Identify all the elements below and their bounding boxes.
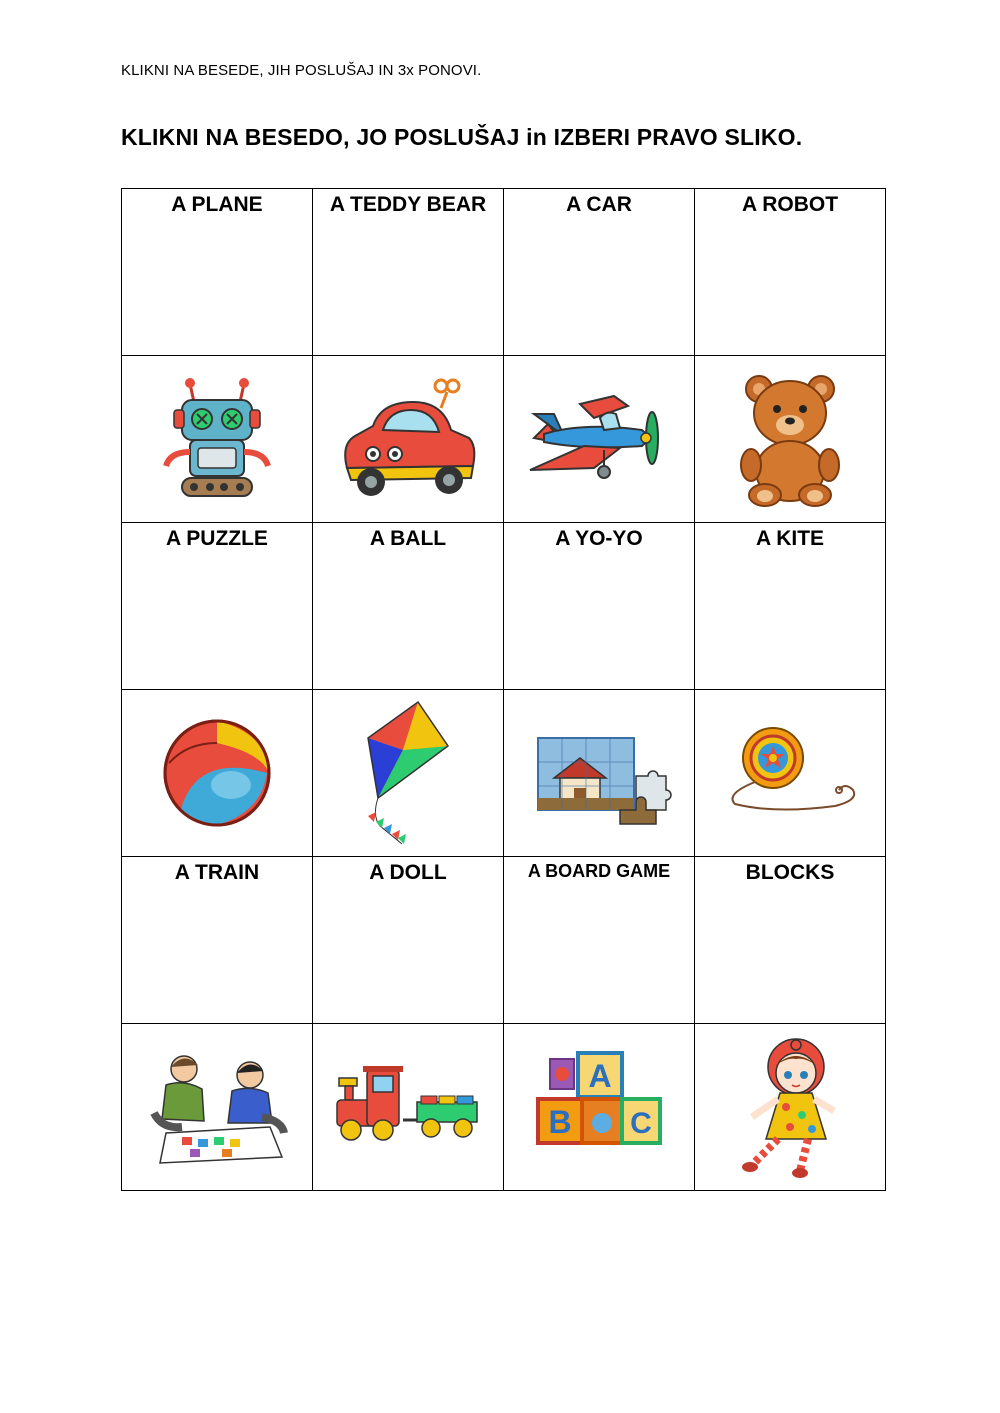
picture-ball[interactable] [122, 690, 312, 856]
train-icon [333, 1062, 483, 1152]
matching-grid [121, 188, 886, 1191]
board-game-icon [142, 1047, 292, 1167]
robot-icon [152, 374, 282, 504]
word-cell [313, 189, 504, 356]
picture-cell [695, 356, 886, 523]
picture-cell [695, 690, 886, 857]
yo-yo-icon [715, 718, 865, 828]
picture-row [122, 690, 886, 857]
word-ball[interactable]: A BALL [369, 527, 447, 550]
picture-cell [122, 356, 313, 523]
picture-row [122, 1024, 886, 1191]
plane-icon [524, 384, 674, 494]
picture-cell [313, 690, 504, 857]
instruction-subtitle: KLIKNI NA BESEDE, JIH POSLUŠAJ IN 3x PONOVI. [121, 62, 482, 79]
word-car[interactable]: A CAR [566, 193, 632, 216]
kite-icon [358, 698, 458, 848]
car-icon [333, 374, 483, 504]
picture-cell [504, 356, 695, 523]
word-cell [695, 189, 886, 356]
word-cell [313, 857, 504, 1024]
word-row [122, 523, 886, 690]
doll-icon [730, 1035, 850, 1180]
picture-row [122, 356, 886, 523]
blocks-icon [534, 1047, 664, 1167]
word-cell [122, 189, 313, 356]
picture-doll[interactable] [695, 1024, 885, 1190]
picture-blocks[interactable] [504, 1024, 694, 1190]
word-cell [504, 523, 695, 690]
picture-puzzle[interactable] [504, 690, 694, 856]
picture-plane[interactable] [504, 356, 694, 522]
word-board-game[interactable]: A BOARD GAME [527, 861, 671, 881]
word-cell [122, 857, 313, 1024]
block-letter-c: C [630, 1107, 652, 1140]
word-robot[interactable]: A ROBOT [741, 193, 839, 216]
picture-board-game[interactable] [122, 1024, 312, 1190]
word-cell [504, 857, 695, 1024]
word-row [122, 857, 886, 1024]
ball-icon [157, 713, 277, 833]
word-kite[interactable]: A KITE [755, 527, 825, 550]
word-yo-yo[interactable]: A YO-YO [555, 527, 643, 550]
picture-robot[interactable] [122, 356, 312, 522]
teddy-bear-icon [735, 369, 845, 509]
picture-yo-yo[interactable] [695, 690, 885, 856]
picture-cell [313, 356, 504, 523]
word-plane[interactable]: A PLANE [171, 193, 263, 216]
picture-teddy-bear[interactable] [695, 356, 885, 522]
page-title: KLIKNI NA BESEDO, JO POSLUŠAJ in IZBERI PRAVO SLIKO. [121, 124, 803, 150]
picture-cell [122, 1024, 313, 1191]
puzzle-icon [524, 718, 674, 828]
word-row [122, 189, 886, 356]
word-doll[interactable]: A DOLL [369, 861, 447, 884]
word-cell [695, 523, 886, 690]
word-blocks[interactable]: BLOCKS [745, 861, 835, 884]
picture-train[interactable] [313, 1024, 503, 1190]
picture-cell [504, 690, 695, 857]
picture-cell [122, 690, 313, 857]
word-teddy-bear[interactable]: A TEDDY BEAR [329, 193, 487, 216]
block-letter-a: A [588, 1058, 612, 1094]
picture-kite[interactable] [313, 690, 503, 856]
word-cell [313, 523, 504, 690]
word-puzzle[interactable]: A PUZZLE [166, 527, 268, 550]
picture-cell [695, 1024, 886, 1191]
word-train[interactable]: A TRAIN [174, 861, 260, 884]
picture-cell [313, 1024, 504, 1191]
picture-car[interactable] [313, 356, 503, 522]
picture-cell [504, 1024, 695, 1191]
word-cell [504, 189, 695, 356]
word-cell [122, 523, 313, 690]
word-cell [695, 857, 886, 1024]
block-letter-b: B [548, 1104, 572, 1140]
